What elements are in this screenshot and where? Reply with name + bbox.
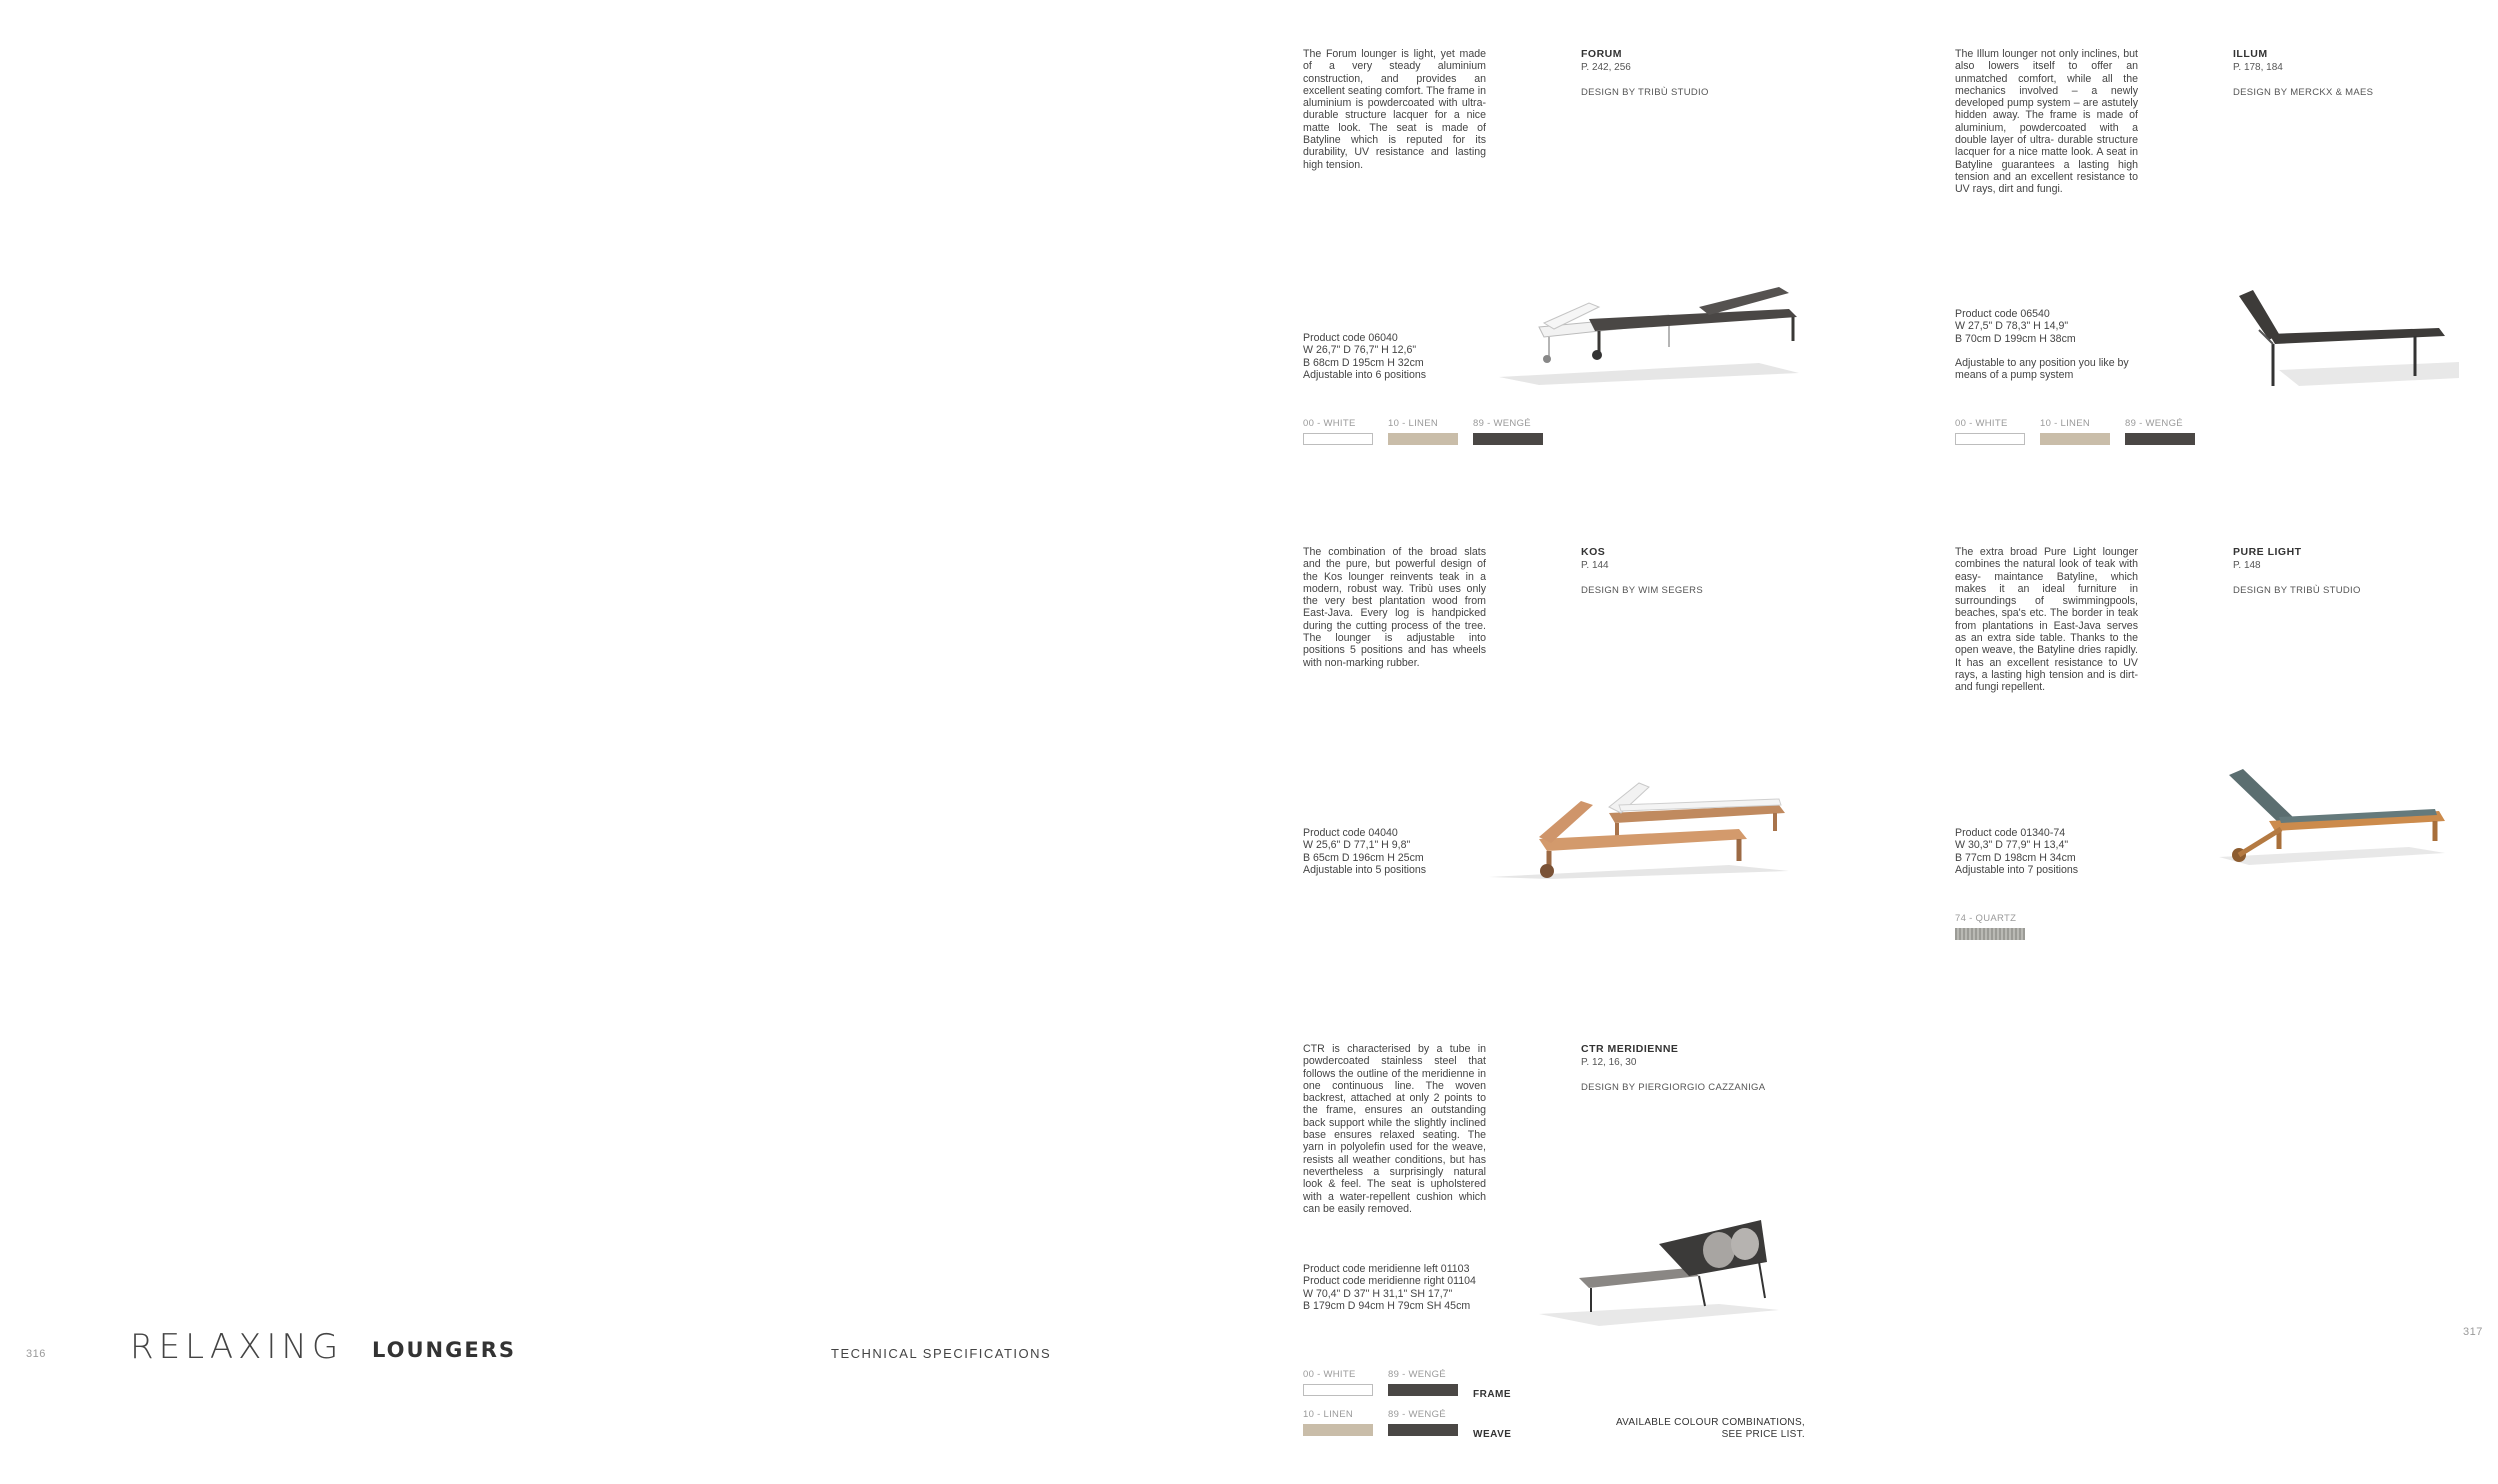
illum-product-code: Product code 06540 — [1955, 308, 2050, 320]
page-title-loungers: LOUNGERS — [372, 1338, 516, 1362]
kos-description: The combination of the broad slats and the pure, but powerful design of the Kos lounger reinvents teak in a modern, robust way. Tribù uses only the very best plantation wood from East-Java. Every log is handpicked during the cutting process of the tree. The lounger is adjustable into positions 5 positions and has wheels with non-marking rubber. — [1303, 546, 1486, 669]
kos-design: DESIGN BY WIM SEGERS — [1581, 585, 1703, 596]
illum-pages: P. 178, 184 — [2233, 62, 2283, 73]
forum-swatch-linen: 10 - LINEN — [1388, 418, 1458, 445]
forum-dimensions-inch: W 26,7" D 76,7" H 12,6" — [1303, 344, 1417, 357]
illum-swatch-wenge: 89 - WENGÉ — [2125, 418, 2195, 445]
kos-lounger-image — [1489, 779, 1799, 879]
colour-combinations-note: AVAILABLE COLOUR COMBINATIONS, SEE PRICE LIST. — [1615, 1417, 1805, 1440]
pure-light-description: The extra broad Pure Light lounger combines the natural look of teak with easy- maintance Batyline, which makes it an ideal furniture in surroundings of swimmingpools, beaches, spa's etc. The border in teak from plantations in East-Java serves as an extra side table. Thanks to the open weave, the Batyline dries rapidly. It has an excellent resistance to UV rays, a lasting high tension and is dirt- and fungi repellent. — [1955, 546, 2138, 694]
pure-light-dimensions-inch: W 30,3" D 77,9" H 13,4" — [1955, 839, 2069, 852]
pure-light-dimensions-cm: B 77cm D 198cm H 34cm — [1955, 851, 2076, 864]
kos-specs — [1303, 827, 1426, 876]
kos-positions: Adjustable into 5 positions — [1303, 863, 1427, 876]
forum-pages: P. 242, 256 — [1581, 62, 1631, 73]
illum-adjust-note-1: Adjustable to any position you like by — [1955, 356, 2129, 369]
forum-swatch-white: 00 - WHITE — [1303, 418, 1373, 445]
forum-description: The Forum lounger is light, yet made of a very steady aluminium construction, and provides an excellent seating comfort. The frame in aluminium is powdercoated with ultra-durable structure lacquer for a nice matte look. The seat is made of Batyline which is reputed for its durability, UV resistance and lasting high tension. — [1303, 48, 1486, 171]
page-number-right: 317 — [2463, 1326, 2483, 1338]
kos-pages: P. 144 — [1581, 560, 1609, 571]
ctr-description: CTR is characterised by a tube in powdercoated stainless steel that follows the outline of the meridienne in one continuous line. The woven backrest, attached at only 2 points to the frame, ensures an outstanding back support while the slightly inclined base ensures relaxed seating. The yarn in polyolefin used for the weave, resists all weather conditions, but has nevertheless a surprisingly natural look & feel. The seat is upholstered with a water-repellent cushion which can be easily removed. — [1303, 1043, 1486, 1215]
ctr-weave-swatch-wenge: 89 - WENGÉ — [1388, 1409, 1458, 1436]
ctr-dimensions-inch: W 70,4" D 37" H 31,1" SH 17,7" — [1303, 1287, 1453, 1300]
kos-product-code: Product code 04040 — [1303, 827, 1398, 839]
ctr-name: CTR MERIDIENNE — [1581, 1043, 1679, 1055]
forum-dimensions-cm: B 68cm D 195cm H 32cm — [1303, 356, 1424, 369]
forum-product-code: Product code 06040 — [1303, 332, 1398, 344]
ctr-product-code-right: Product code meridienne right 01104 — [1303, 1275, 1476, 1288]
illum-heading — [2233, 48, 2373, 98]
ctr-product-code-left: Product code meridienne left 01103 — [1303, 1263, 1470, 1275]
illum-swatch-linen: 10 - LINEN — [2040, 418, 2110, 445]
kos-heading — [1581, 546, 1703, 596]
ctr-dimensions-cm: B 179cm D 94cm H 79cm SH 45cm — [1303, 1299, 1471, 1312]
illum-swatch-white: 00 - WHITE — [1955, 418, 2025, 445]
forum-design: DESIGN BY TRIBÙ STUDIO — [1581, 87, 1709, 98]
forum-name: FORUM — [1581, 48, 1622, 60]
forum-swatch-wenge: 89 - WENGÉ — [1473, 418, 1543, 445]
ctr-weave-swatch-linen: 10 - LINEN — [1303, 1409, 1373, 1436]
kos-dimensions-cm: B 65cm D 196cm H 25cm — [1303, 851, 1424, 864]
ctr-weave-label: WEAVE — [1473, 1429, 1512, 1440]
illum-name: ILLUM — [2233, 48, 2268, 60]
forum-positions: Adjustable into 6 positions — [1303, 368, 1427, 381]
pure-light-positions: Adjustable into 7 positions — [1955, 863, 2079, 876]
illum-dimensions-inch: W 27,5" D 78,3" H 14,9" — [1955, 320, 2069, 333]
illum-design: DESIGN BY MERCKX & MAES — [2233, 87, 2374, 98]
ctr-frame-swatch-wenge: 89 - WENGÉ — [1388, 1369, 1458, 1396]
pure-light-specs — [1955, 827, 2078, 876]
pure-light-name: PURE LIGHT — [2233, 546, 2302, 558]
ctr-specs — [1303, 1263, 1476, 1312]
page-number-left: 316 — [26, 1348, 46, 1360]
ctr-heading — [1581, 1043, 1765, 1093]
ctr-design: DESIGN BY PIERGIORGIO CAZZANIGA — [1581, 1082, 1766, 1093]
forum-heading — [1581, 48, 1709, 98]
ctr-frame-label: FRAME — [1473, 1389, 1512, 1400]
pure-light-pages: P. 148 — [2233, 560, 2261, 571]
illum-adjust-note-2: means of a pump system — [1955, 369, 2074, 382]
ctr-pages: P. 12, 16, 30 — [1581, 1057, 1637, 1068]
illum-description: The Illum lounger not only inclines, but also lowers itself to offer an unmatched comfort, while all the mechanics involved – a newly developed pump system – are astutely hidden away. The frame is made of aluminium, powdercoated with a double layer of ultra- durable structure lacquer for a nice matte look. A seat in Batyline guarantees a lasting high tension and an excellent resistance to UV rays, dirt and fungi. — [1955, 48, 2138, 196]
ctr-frame-swatch-white: 00 - WHITE — [1303, 1369, 1373, 1396]
pure-light-design: DESIGN BY TRIBÙ STUDIO — [2233, 585, 2361, 596]
illum-dimensions-cm: B 70cm D 199cm H 38cm — [1955, 332, 2076, 345]
page-title-relaxing: RELAXING — [130, 1327, 344, 1367]
kos-name: KOS — [1581, 546, 1606, 558]
illum-lounger-image — [2239, 290, 2459, 400]
pure-light-swatch-quartz: 74 - QUARTZ — [1955, 913, 2025, 940]
ctr-meridienne-image — [1539, 1214, 1779, 1329]
kos-dimensions-inch: W 25,6" D 77,1" H 9,8" — [1303, 839, 1411, 852]
section-label: TECHNICAL SPECIFICATIONS — [831, 1346, 1052, 1361]
pure-light-lounger-image — [2209, 769, 2449, 869]
pure-light-heading — [2233, 546, 2361, 596]
forum-lounger-image — [1499, 285, 1809, 385]
forum-specs — [1303, 332, 1426, 381]
pure-light-product-code: Product code 01340-74 — [1955, 827, 2066, 839]
illum-specs — [1955, 308, 2129, 381]
